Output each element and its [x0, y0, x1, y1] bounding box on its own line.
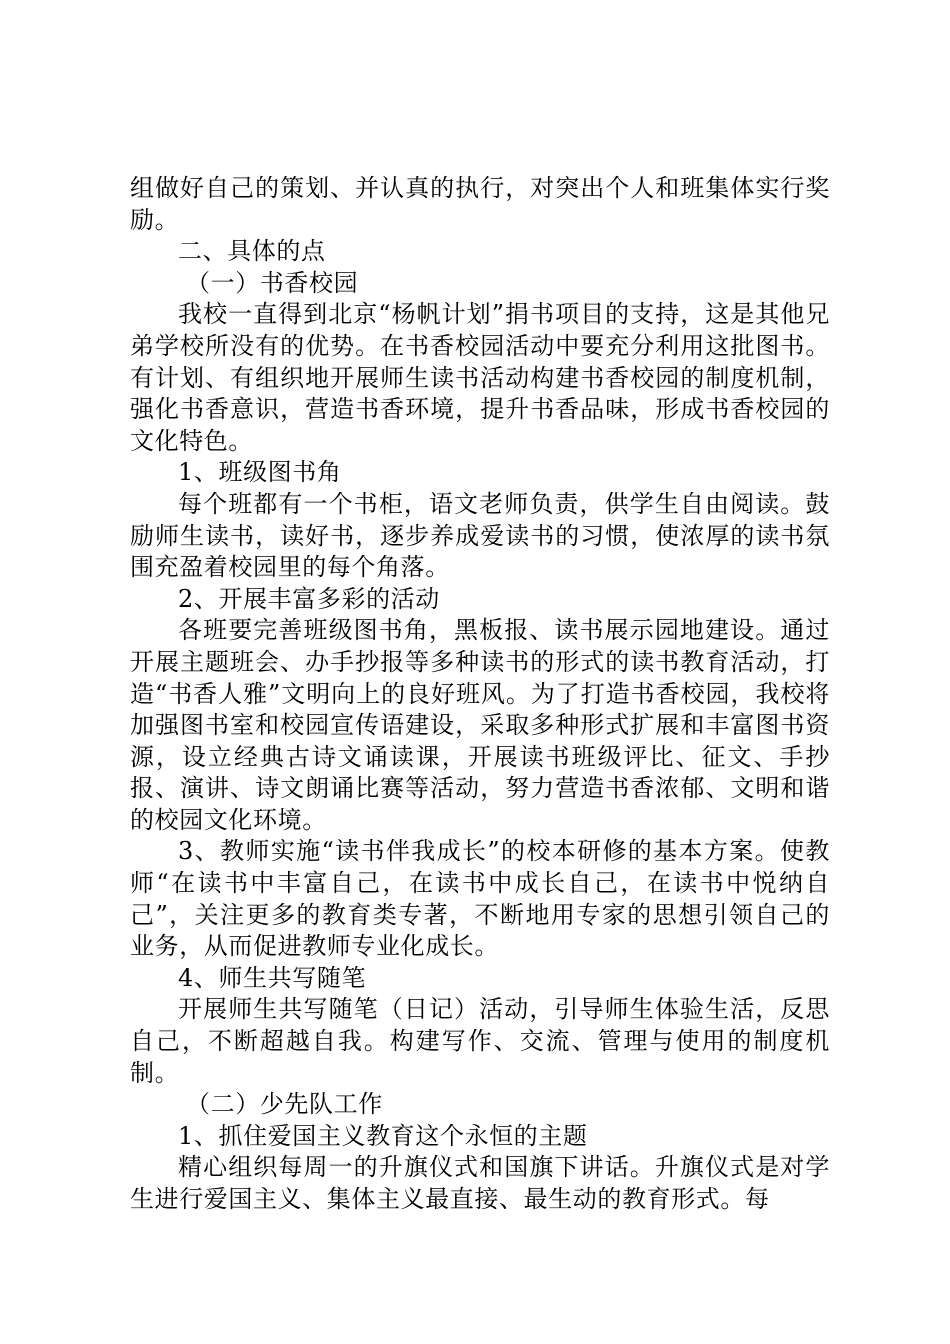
section-heading: 二、具体的点	[178, 237, 326, 266]
item-heading: 1、抓住爱国主义教育这个永恒的主题	[178, 1121, 588, 1150]
paragraph: 各班要完善班级图书角，黑板报、读书展示园地建设。通过开展主题班会、办手抄报等多种读书的形式的读书教育活动，打造“书香人雅”文明向上的良好班风。为了打造书香校园，我校将加强图书室和校园宣传语建设，采取多种形式扩展和丰富图书资源，设立经典古诗文诵读课，开展读书班级评比、征文、手抄报、演讲、诗文朗诵比赛等活动，努力营造书香浓郁、文明和谐的校园文化环境。	[130, 616, 830, 834]
paragraph: 组做好自己的策划、并认真的执行，对突出个人和班集体实行奖励。	[130, 174, 830, 234]
item-heading: 4、师生共写随笔	[178, 963, 367, 992]
paragraph: 开展师生共写随笔（日记）活动，引导师生体验生活，反思自己，不断超越自我。构建写作、交流、管理与使用的制度机制。	[130, 995, 830, 1087]
paragraph: 3、教师实施“读书伴我成长”的校本研修的基本方案。使教师“在读书中丰富自己，在读书中成长自己，在读书中悦纳自己”，关注更多的教育类专著，不断地用专家的思想引领自己的业务，从而促进教师专业化成长。	[130, 837, 830, 961]
item-heading: 2、开展丰富多彩的活动	[178, 584, 440, 613]
subsection-heading: （二）少先队工作	[186, 1090, 383, 1119]
paragraph: 每个班都有一个书柜，语文老师负责，供学生自由阅读。鼓励师生读书，读好书，逐步养成爱读书的习惯，使浓厚的读书氛围充盈着校园里的每个角落。	[130, 489, 830, 582]
subsection-heading: （一）书香校园	[186, 268, 359, 297]
paragraph: 精心组织每周一的升旗仪式和国旗下讲话。升旗仪式是对学生进行爱国主义、集体主义最直接、最生动的教育形式。每	[130, 1153, 830, 1213]
document-body	[130, 173, 830, 1216]
item-heading: 1、班级图书角	[178, 458, 342, 487]
paragraph: 我校一直得到北京“杨帆计划”捐书项目的支持，这是其他兄弟学校所没有的优势。在书香校园活动中要充分利用这批图书。有计划、有组织地开展师生读书活动构建书香校园的制度机制，强化书香意识，营造书香环境，提升书香品味，形成书香校园的文化特色。	[130, 300, 830, 455]
